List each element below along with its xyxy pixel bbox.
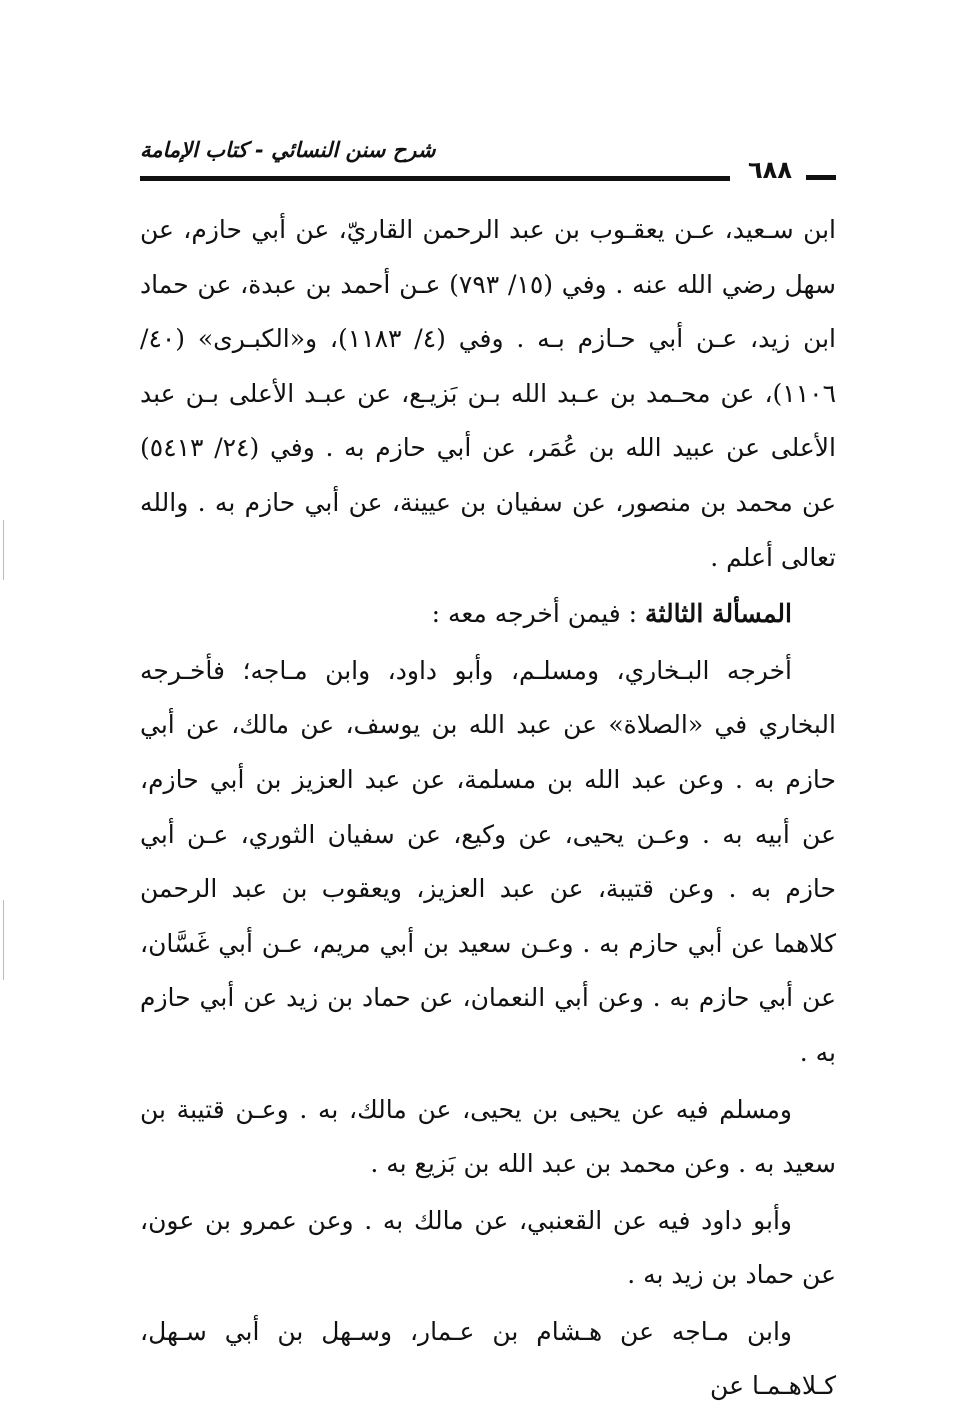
page-number-dash [806,175,836,180]
header-rule [140,176,730,181]
section-heading [140,587,836,642]
section-heading-rest: : فيمن أخرجه معه : [431,599,646,629]
paragraph-4: وأبو داود فيه عن القعنبي، عن مالك به . وعن عمرو بن عون، عن حماد بن زيد به . [140,1205,836,1290]
scan-edge-mark [3,520,4,580]
page-body [140,203,836,1414]
page-number: ٦٨٨ [748,156,792,184]
scan-edge-mark [3,900,4,980]
section-heading-bold: المسألة الثالثة [645,599,792,629]
paragraph-2: أخرجه البـخاري، ومسلـم، وأبو داود، وابن مـاجه؛ فأخـرجه البخاري في «الصلاة» عن عبد الله بن يوسف، عن مالك، عن أبي حازم به . وعن عبد الله بن مسلمة، عن عبد العزيز بن أبي حازم، عن أبيه به . وعـن يحيى، عن وكيع، عن سفيان الثوري، عـن أبي حازم به . وعن قتيبة، عن عبد العزيز، ويعقوب بن عبد الرحمن كلاهما عن أبي حازم به . وعـن سعيد بن أبي مريم، عـن أبي غَسَّان، عن أبي حازم به . وعن أبي النعمان، عن حماد بن زيد عن أبي حازم به . [140,655,836,1067]
running-header-title: شرح سنن النسائي - كتاب الإمامة [140,138,436,162]
paragraph-1: ابن سـعيد، عـن يعقـوب بن عبد الرحمن القاريّ، عن أبي حازم، عن سهل رضي الله عنه . وفي (١٥/ ٧٩٣) عـن أحمد بن عبدة، عن حماد ابن زيد، عـن أبي حـازم بـه . وفي (٤/ ١١٨٣)، و«الكبـرى» (٤٠/ ١١٠٦)، عن محـمد بن عـبد الله بـن بَزيـع، عن عبـد الأعلى بـن عبد الأعلى عن عبيد الله بن عُمَر، عن أبي حازم به . وفي (٢٤/ ٥٤١٣) عن محمد بن منصور، عن سفيان بن عيينة، عن أبي حازم به . والله تعالى أعلم . [140,215,837,572]
paragraph-3: ومسلم فيه عن يحيى بن يحيى، عن مالك، به . وعـن قتيبة بن سعيد به . وعن محمد بن عبد الله بن بَزيع به . [140,1094,836,1179]
paragraph-5: وابن مـاجه عن هـشام بن عـمار، وسـهل بن أبي سـهل، كـلاهـمـا عن [140,1316,836,1401]
